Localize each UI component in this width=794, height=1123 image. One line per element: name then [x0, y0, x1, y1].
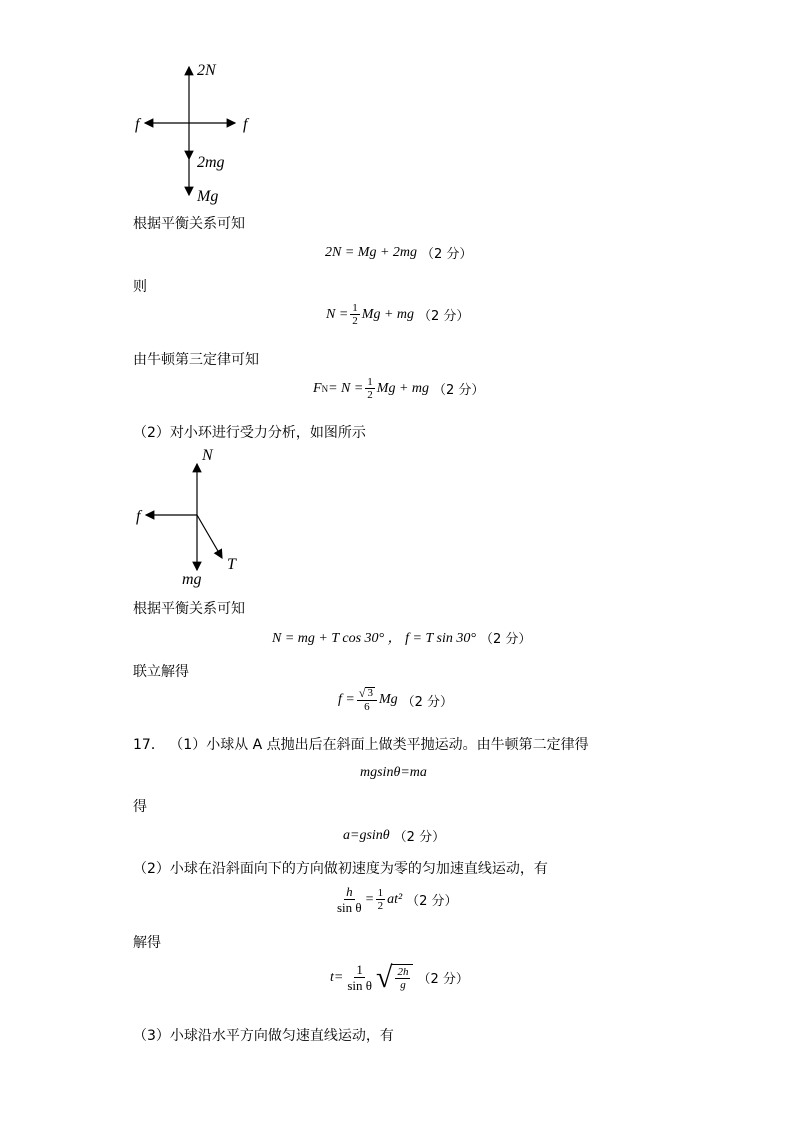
text-line-9: （2）小球在沿斜面向下的方向做初速度为零的匀加速直线运动，有	[133, 861, 548, 877]
text-line-1: 根据平衡关系可知	[133, 216, 245, 232]
text-line-3: 由牛顿第三定律可知	[133, 352, 259, 368]
text-line-6: 联立解得	[133, 664, 189, 680]
text-line-7: 17． （1）小球从 A 点抛出后在斜面上做类平抛运动。由牛顿第二定律得	[133, 737, 589, 753]
question-number: 17．	[133, 737, 165, 753]
equation-6: mgsinθ=ma	[360, 765, 427, 780]
text-line-10: 解得	[133, 935, 161, 951]
equation-3: F N = N = $\frac{1}{2}$ Mg + mg （2 分）	[313, 376, 485, 401]
equation-4: N = mg + T cos 30° ， f = T sin 30° （2 分）	[272, 631, 532, 647]
text-line-11: （3）小球沿水平方向做匀速直线运动，有	[133, 1028, 394, 1044]
arrow-T	[197, 515, 222, 558]
label-f-left: f	[135, 116, 140, 133]
label-2N: 2N	[197, 62, 216, 79]
text-line-4: （2）对小环进行受力分析，如图所示	[133, 425, 366, 441]
equation-1: 2N = Mg + 2mg （2 分）	[325, 244, 473, 262]
label-T: T	[227, 556, 236, 573]
label-N: N	[202, 447, 213, 464]
equation-2: N = $\frac{1}{2}$ Mg + mg （2 分）	[326, 302, 470, 327]
text-line-5: 根据平衡关系可知	[133, 601, 245, 617]
label-2mg: 2mg	[197, 154, 225, 171]
force-diagram-2	[128, 440, 268, 590]
text-line-2: 则	[133, 279, 147, 295]
label-Mg: Mg	[197, 188, 219, 205]
equation-5: f = √ 3 6 Mg （2 分）	[338, 686, 454, 713]
equation-9: t= $\frac{1}{\text{sin θ}}$ √ $\frac{2h}{g}$ （2 分）	[330, 960, 469, 994]
text-line-8: 得	[133, 799, 147, 815]
force-diagram-1	[125, 55, 285, 205]
label-f: f	[136, 508, 141, 525]
label-f-right: f	[243, 116, 248, 133]
equation-7: a=gsinθ （2 分）	[343, 827, 446, 845]
equation-8: $\frac{h}{\text{sin θ}}$ = $\frac{1}{2}$ at² （2 分）	[337, 884, 458, 915]
label-mg: mg	[182, 571, 202, 588]
